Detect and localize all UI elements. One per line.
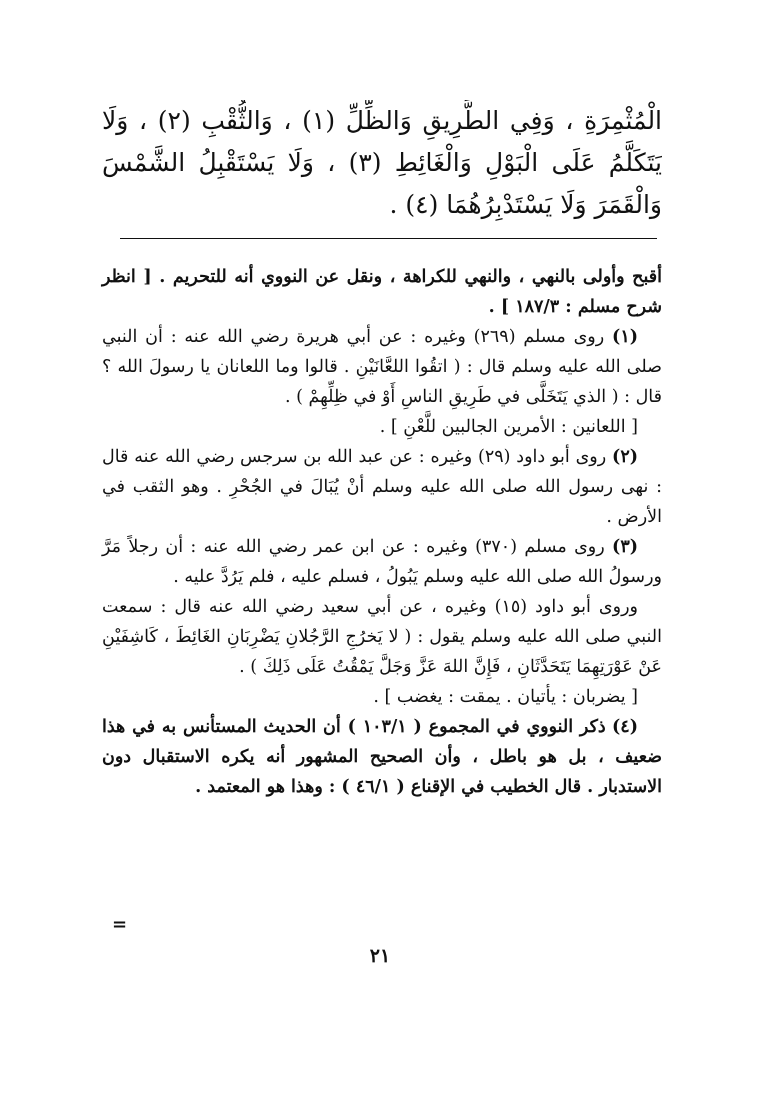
footnote-3-gloss: [ يضربان : يأتيان . يمقت : يغضب ] .: [373, 687, 638, 707]
footnote-3-second: وروى أبو داود (١٥) وغيره ، عن أبي سعيد رضي الله عنه قال : سمعت النبي صلى الله عليه وسلم يقول : ( لا يَخرُجِ الرَّجُلانِ يَضْرِبَانِ الغَائِطَ ، كَاشِفَيْنِ عَنْ عَوْرَتِهِمَا يَتَحَدَّثَانِ ، فَإِنَّ اللهَ عَزَّ وَجَلَّ يَمْقُتُ عَلَى ذَلِكَ ) .: [102, 597, 662, 677]
footnote-3-text: روى مسلم (٣٧٠) وغيره : عن ابن عمر رضي الله عنه : أن رجلاً مَرَّ ورسولُ الله صلى الله عليه وسلم يَبُولُ ، فسلم عليه ، فلم يَرُدَّ عليه .: [102, 537, 662, 587]
footnotes: [102, 262, 662, 802]
footnote-4: [102, 712, 662, 802]
footnote-3: [102, 532, 662, 592]
footnote-2-text: روى أبو داود (٢٩) وغيره : عن عبد الله بن سرجس رضي الله عنه قال : نهى رسول الله صلى الله عليه وسلم أنْ يُبَالَ في الجُحْرِ . وهو الثقب في الأرض .: [102, 447, 662, 527]
main-text-block: [102, 100, 662, 240]
footnote-4-number: (٤): [612, 717, 638, 737]
footnote-1-number: (١): [612, 327, 638, 347]
continuation-mark: =: [112, 914, 128, 935]
footnote-2-number: (٢): [612, 447, 638, 467]
footnote-3-number: (٣): [612, 537, 638, 557]
footnote-2: [102, 442, 662, 532]
footnote-1-text: روى مسلم (٢٦٩) وغيره : عن أبي هريرة رضي الله عنه : أن النبي صلى الله عليه وسلم قال : ( اتقُوا اللعَّانَيْنِ . قالوا وما اللعانان يا رسولَ الله ؟ قال : ( الذي يَتَخَلَّى في طَرِيقِ الناسِ أَوْ في ظِلِّهِمْ ) .: [102, 327, 662, 407]
main-text: الْمُثْمِرَةِ ، وَفِي الطَّرِيقِ وَالظِّلِّ (١) ، وَالثُّقْبِ (٢) ، وَلَا يَتَكَلَّمُ عَلَى الْبَوْلِ وَالْغَائِطِ (٣) ، وَلَا يَسْتَقْبِلُ الشَّمْسَ وَالْقَمَرَ وَلَا يَسْتَدْبِرُهُمَا (٤) .: [102, 106, 662, 219]
footnote-separator: [120, 238, 657, 239]
footnote-continuation: أقبح وأولى بالنهي ، والنهي للكراهة ، ونقل عن النووي أنه للتحريم . [ انظر شرح مسلم : ١٨٧/٣ ] .: [102, 267, 662, 317]
footnote-1-gloss: [ اللعانين : الأمرين الجالبين للَّعْنِ ] .: [379, 417, 638, 437]
page-number: ٢١: [369, 945, 391, 967]
footnote-1: [102, 322, 662, 412]
footnote-4-text: ذكر النووي في المجموع ( ١٠٣/١ ) أن الحديث المستأنس به في هذا ضعيف ، بل هو باطل ، وأن الصحيح المشهور أنه يكره الاستقبال دون الاستدبار . قال الخطيب في الإقناع ( ٤٦/١ ) : وهذا هو المعتمد .: [102, 717, 662, 797]
